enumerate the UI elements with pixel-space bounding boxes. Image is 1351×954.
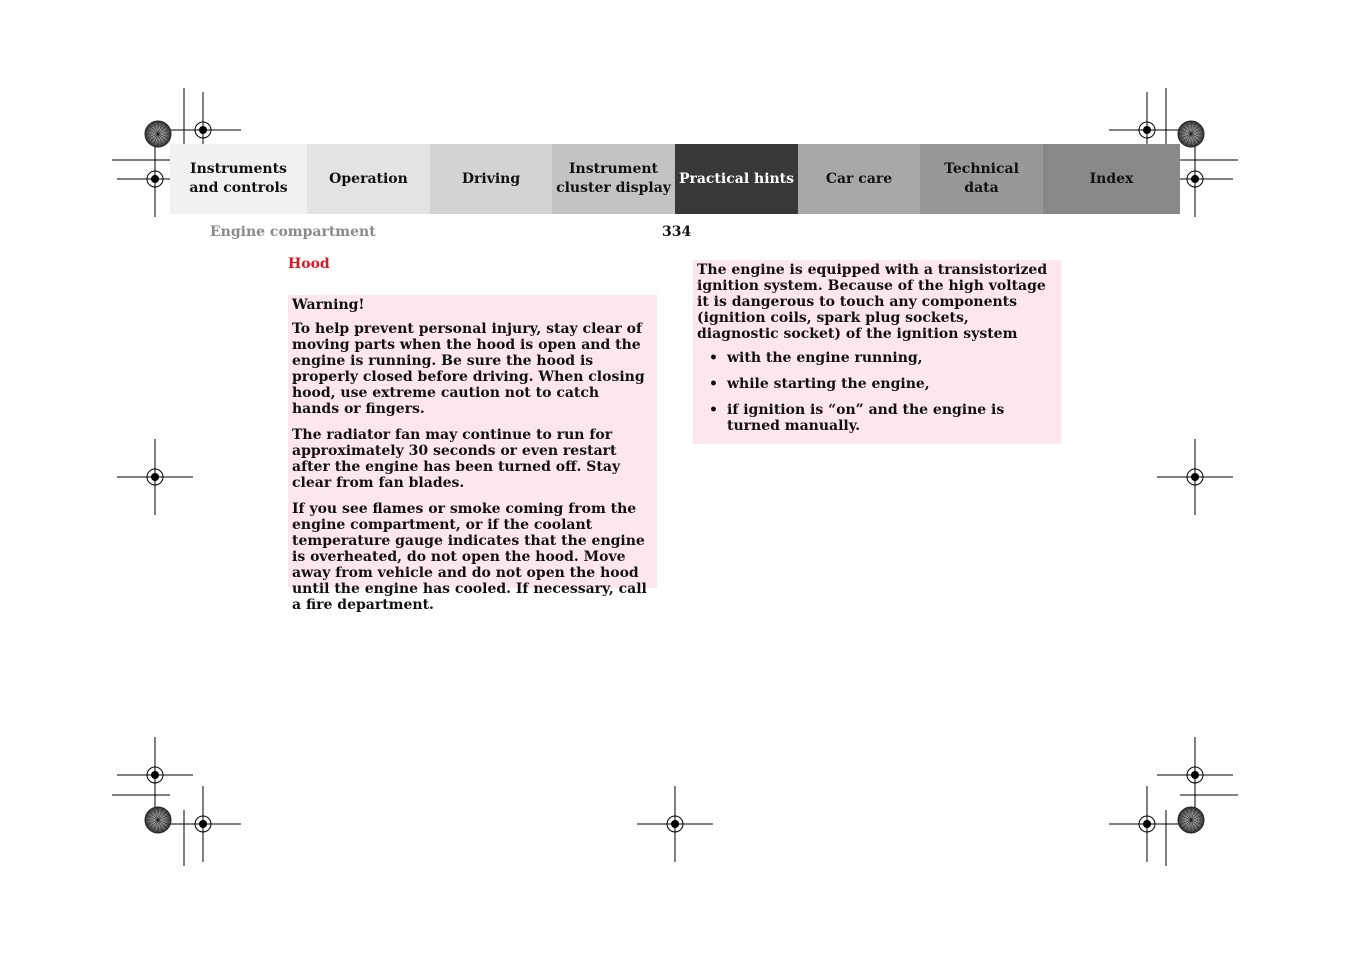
tab-car-care[interactable]: [798, 144, 920, 214]
list-item: • with the engine running,: [697, 350, 1055, 366]
warning-paragraph: If you see flames or smoke coming from the engine compartment, or if the coolant temperature gauge indicates that the engine is overheated, do not open the hood. Move away from vehicle and do not open the hood until the engine has cooled. If necessary, call a fire department.: [292, 501, 647, 613]
tab-label: Operation: [329, 170, 408, 187]
tab-label: Instrument cluster display: [556, 161, 671, 196]
tab-operation[interactable]: [307, 144, 430, 214]
warning-box: [288, 295, 657, 613]
list-item: • while starting the engine,: [697, 376, 1055, 392]
tab-label: Instruments and controls: [189, 161, 288, 196]
list-item: • if ignition is “on” and the engine is turned manually.: [697, 402, 1055, 434]
warning-title: Warning!: [292, 297, 365, 313]
warning-paragraph: To help prevent personal injury, stay clear of moving parts when the hood is open and the engine is running. Be sure the hood is properly closed before driving. When closing hood, use extreme caution not to catch hands or fingers.: [292, 321, 645, 417]
ignition-note-intro: The engine is equipped with a transistorized ignition system. Because of the high voltage it is dangerous to touch any components (ignition coils, spark plug sockets, diagnostic socket) of the ignition system: [697, 262, 1048, 342]
tab-label: Car care: [825, 170, 893, 187]
tab-instruments-and-controls[interactable]: [170, 144, 307, 214]
tab-label: Practical hints: [678, 170, 795, 187]
ignition-note-box: [693, 260, 1061, 444]
tab-instrument-cluster-display[interactable]: [552, 144, 675, 214]
tab-label: Driving: [461, 170, 521, 187]
page-number: 334: [662, 224, 692, 240]
tab-label: Index: [1089, 170, 1134, 187]
section-header: Engine compartment: [210, 224, 376, 240]
tab-index[interactable]: [1043, 144, 1180, 214]
ignition-note-list: [697, 350, 1055, 434]
tab-label: Technical data: [944, 161, 1019, 196]
tab-technical-data[interactable]: [920, 144, 1043, 214]
tab-driving[interactable]: [430, 144, 552, 214]
tab-practical-hints[interactable]: [675, 144, 798, 214]
chapter-tabs: [170, 144, 1180, 214]
warning-paragraph: The radiator fan may continue to run for approximately 30 seconds or even restart after the engine has been turned off. Stay clear from fan blades.: [292, 427, 621, 491]
page-title: Hood: [288, 256, 330, 272]
